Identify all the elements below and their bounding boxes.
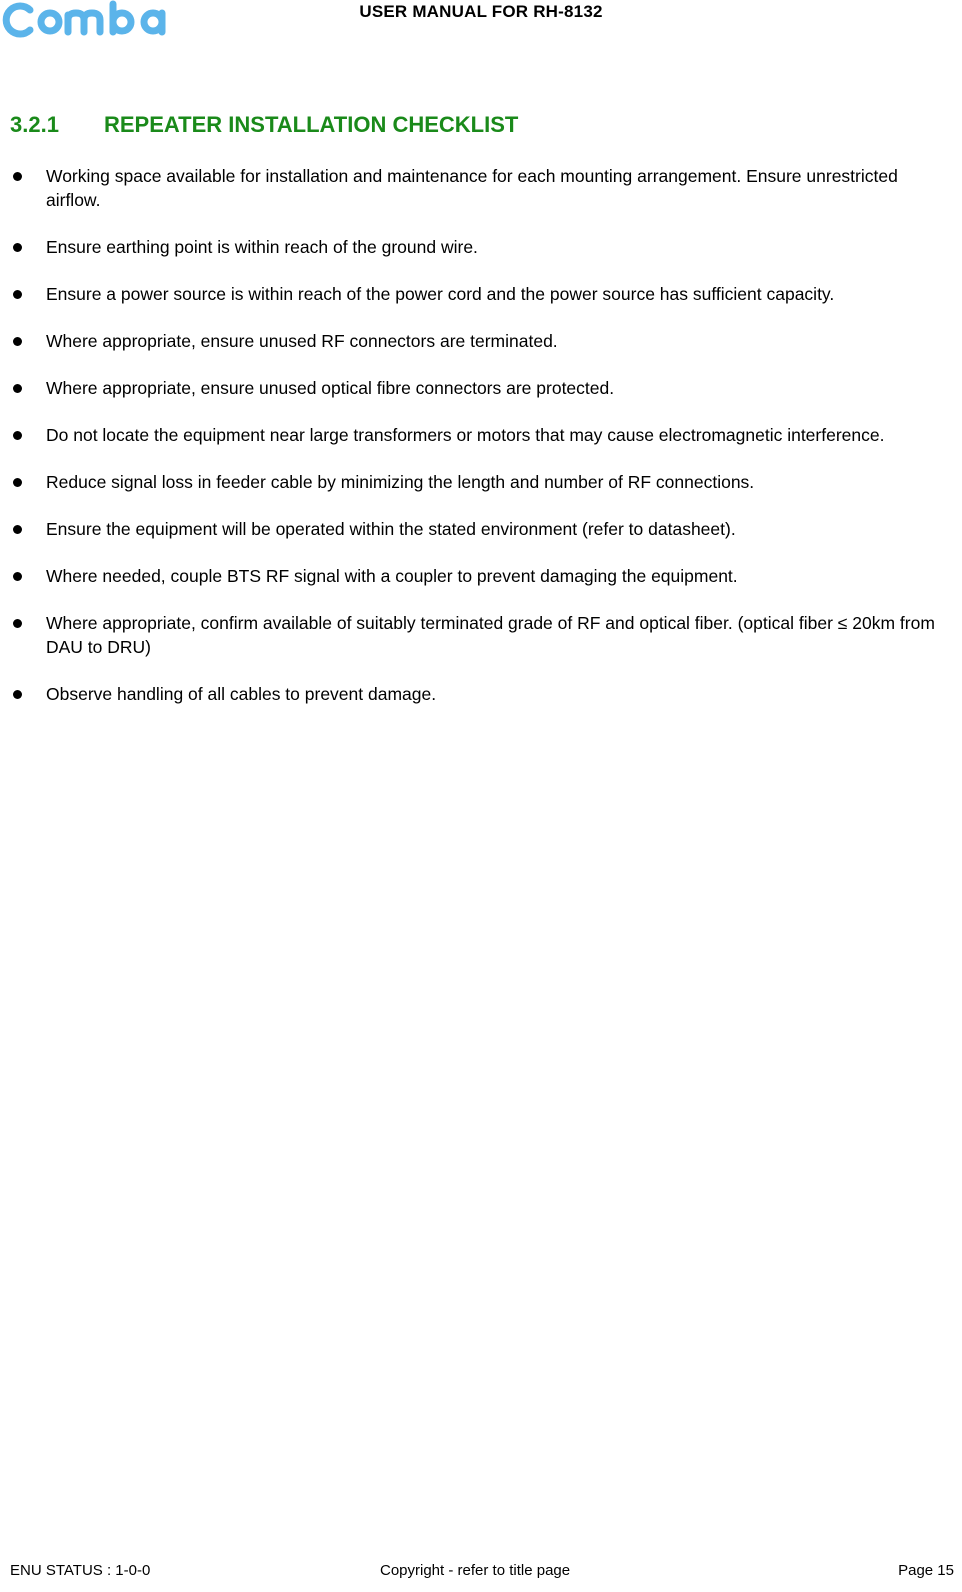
bullet-icon [13,243,22,252]
bullet-icon [13,337,22,346]
checklist-item-text: Do not locate the equipment near large transformers or motors that may cause electromagnetic interference. [46,425,885,445]
page-footer [0,1562,962,1586]
checklist-item-text: Where appropriate, ensure unused optical fibre connectors are protected. [46,378,615,398]
bullet-icon [13,619,22,628]
section-number: 3.2.1 [10,112,59,137]
checklist-item-text: Observe handling of all cables to prevent damage. [46,684,437,704]
checklist-item-text: Reduce signal loss in feeder cable by minimizing the length and number of RF connections. [46,472,755,492]
checklist-item [0,682,962,706]
bullet-icon [13,478,22,487]
installation-checklist [0,164,962,729]
checklist-item-text: Ensure earthing point is within reach of the ground wire. [46,237,478,257]
bullet-icon [13,525,22,534]
checklist-item [0,611,962,659]
checklist-item-text: Where appropriate, confirm available of suitably terminated grade of RF and optical fiber. (optical fiber ≤ 20km from DAU to DRU) [46,613,935,657]
copyright-notice: Copyright - refer to title page [380,1562,571,1579]
bullet-icon [13,172,22,181]
section-title: REPEATER INSTALLATION CHECKLIST [104,112,519,137]
bullet-icon [13,384,22,393]
checklist-item-text: Working space available for installation and maintenance for each mounting arrangement. Ensure unrestricted airflow. [46,166,898,210]
bullet-icon [13,690,22,699]
bullet-icon [13,431,22,440]
bullet-icon [13,290,22,299]
document-status: ENU STATUS : 1-0-0 [10,1562,151,1579]
checklist-item-text: Ensure the equipment will be operated within the stated environment (refer to datasheet). [46,519,736,539]
manual-title: USER MANUAL FOR RH-8132 [359,2,603,21]
checklist-item [0,470,962,494]
checklist-item [0,282,962,306]
checklist-item [0,564,962,588]
section-heading [10,112,518,138]
checklist-item [0,235,962,259]
checklist-item [0,517,962,541]
checklist-item-text: Where needed, couple BTS RF signal with a coupler to prevent damaging the equipment. [46,566,738,586]
checklist-item [0,376,962,400]
bullet-icon [13,572,22,581]
checklist-item [0,329,962,353]
checklist-item [0,423,962,447]
checklist-item-text: Ensure a power source is within reach of the power cord and the power source has sufficient capacity. [46,284,835,304]
checklist-item-text: Where appropriate, ensure unused RF connectors are terminated. [46,331,558,351]
page-number: Page 15 [898,1562,954,1579]
checklist-item [0,164,962,212]
